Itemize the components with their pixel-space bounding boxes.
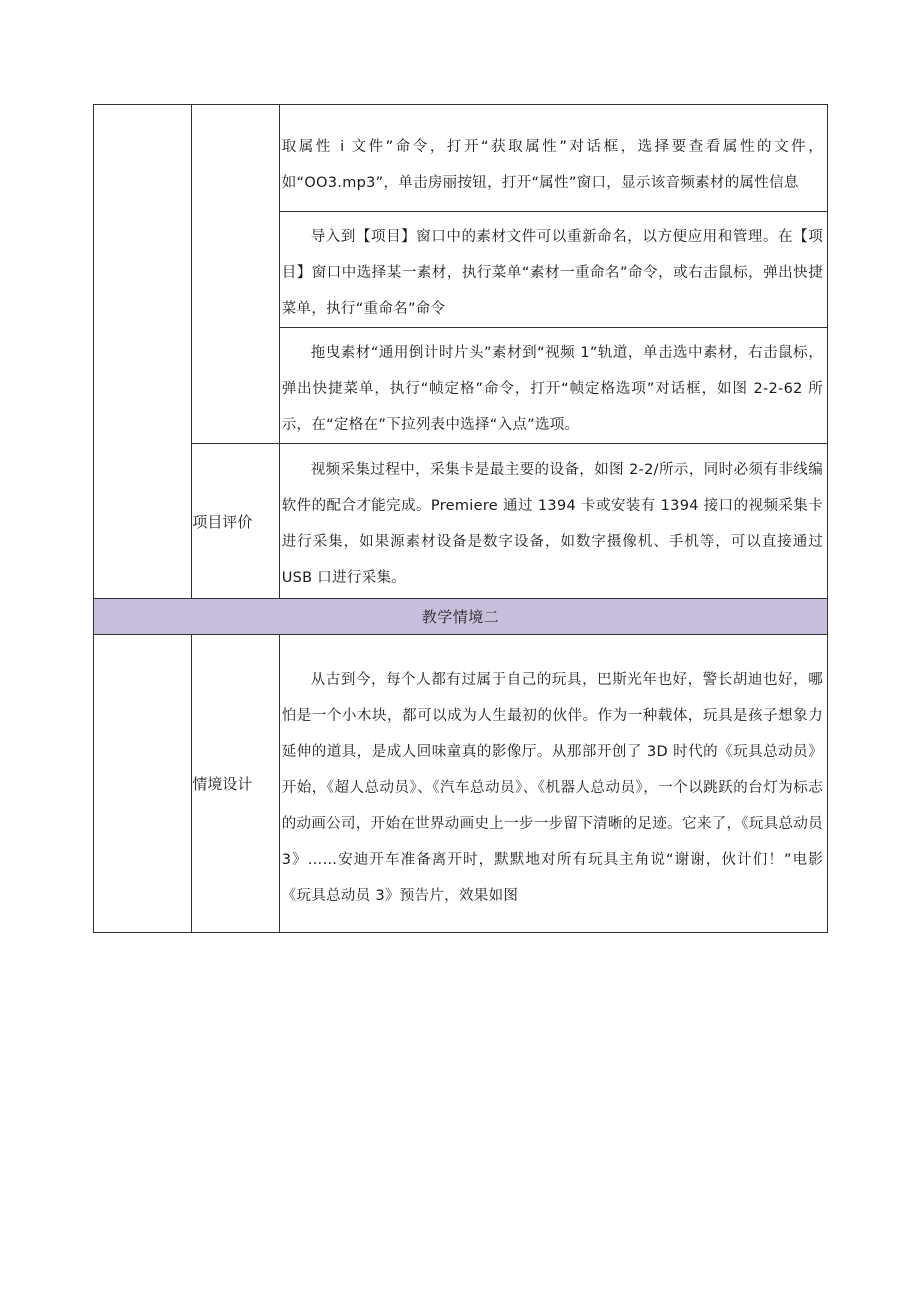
content-cell <box>279 635 827 933</box>
content-cell <box>279 212 827 328</box>
cell-paragraph: 视频采集过程中，采集卡是最主要的设备，如图 2-2/所示，同时必须有非线编软件的配合才能完成。Premiere 通过 1394 卡或安装有 1394 接口的视频采集卡进行采集，如果源素材设备是数字设备，如数字摄像机、手机等，可以直接通过 USB 口进行采集。 <box>281 462 823 586</box>
table-row <box>94 444 828 599</box>
empty-cell <box>94 635 192 933</box>
cell-paragraph: 取属性 i 文件”命令，打开“获取属性”对话框，选择要查看属性的文件，如“OO3.mp3”，单击房丽按钮，打开“属性”窗口，显示该音频素材的属性信息 <box>281 139 823 191</box>
section-band-row <box>94 599 828 635</box>
empty-cell <box>94 105 192 599</box>
section-heading: 教学情境二 <box>94 599 828 635</box>
content-cell <box>279 328 827 444</box>
content-cell <box>279 444 827 599</box>
empty-cell <box>192 105 279 444</box>
row-label-cell <box>192 635 279 933</box>
table-row <box>94 635 828 933</box>
row-label-cell <box>192 444 279 599</box>
cell-paragraph: 拖曳素材“通用倒计时片头”素材到“视频 1”轨道，单击选中素材，右击鼠标，弹出快捷菜单，执行“帧定格”命令，打开“帧定格选项”对话框，如图 2-2-62 所示，在“定格在”下拉列表中选择“入点”选项。 <box>281 345 823 433</box>
row-label: 情境设计 <box>192 775 253 793</box>
cell-paragraph: 从古到今，每个人都有过属于自己的玩具，巴斯光年也好，警长胡迪也好，哪怕是一个小木块，都可以成为人生最初的伙伴。作为一种载体，玩具是孩子想象力延伸的道具，是成人回味童真的影像厅。从那部开创了 3D 时代的《玩具总动员》开始，《超人总动员》、《汽车总动员》、《机器人总动员》，一个以跳跃的台灯为标志的动画公司，开始在世界动画史上一步一步留下清晰的足迹。它来了，《玩具总动员 3》……安迪开车准备离开时，默默地对所有玩具主角说“谢谢，伙计们！”电影《玩具总动员 3》预告片，效果如图 <box>281 672 823 904</box>
content-cell <box>279 105 827 212</box>
table-row <box>94 105 828 212</box>
lesson-table <box>93 104 828 933</box>
cell-paragraph: 导入到【项目】窗口中的素材文件可以重新命名，以方便应用和管理。在【项目】窗口中选择某一素材，执行菜单“素材一重命名”命令，或右击鼠标，弹出快捷菜单，执行“重命名”命令 <box>281 229 823 317</box>
row-label: 项目评价 <box>192 512 253 531</box>
